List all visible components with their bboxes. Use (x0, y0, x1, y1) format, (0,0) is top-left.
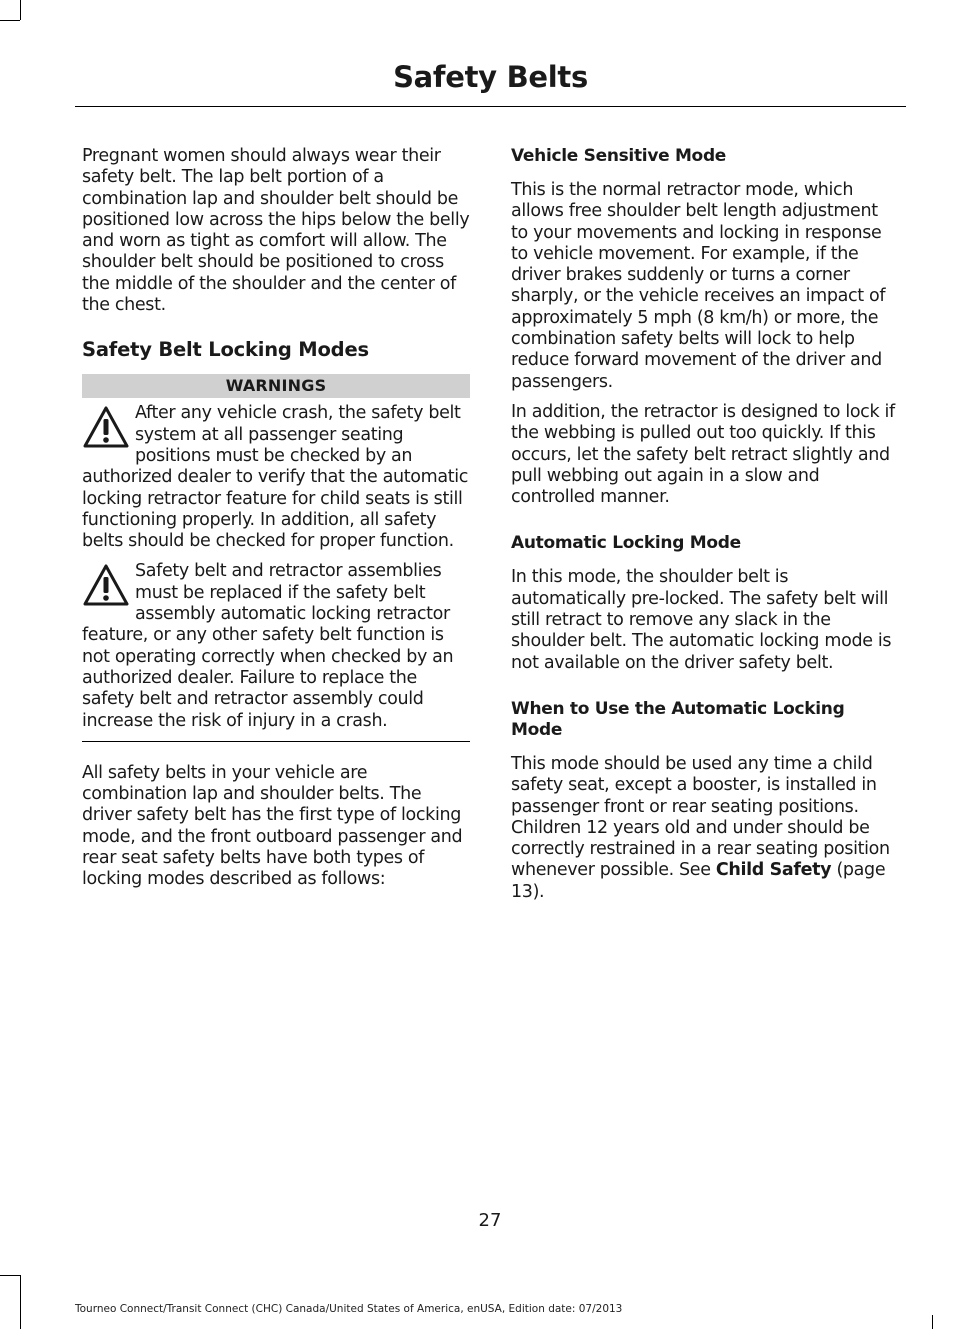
right-column (511, 146, 899, 903)
page-number: 27 (478, 1210, 502, 1231)
vehicle-sensitive-paragraph: This is the normal retractor mode, which allows free shoulder belt length adjustment to your movements and locking in response to vehicle movement. For example, if the driver brakes suddenly or turns a corner sharply, or the vehicle receives an impact of approximately 5 mph (8 km/h) or more, the combination safety belts will lock to help reduce forward movement of the driver and passengers. (511, 180, 886, 392)
locking-modes-paragraph: All safety belts in your vehicle are combination lap and shoulder belts. The driver safety belt has the first type of locking mode, and the front outboard passenger and rear seat safety belts have both types of locking modes described as follows: (82, 762, 463, 890)
crop-mark (20, 1275, 21, 1329)
crop-mark (0, 1275, 20, 1276)
section-heading: Safety Belt Locking Modes (82, 338, 369, 362)
page-title: Safety Belts (393, 60, 588, 94)
subheading-automatic-locking-mode: Automatic Locking Mode (511, 533, 741, 554)
warning-triangle-icon (82, 563, 130, 607)
automatic-locking-paragraph: In this mode, the shoulder belt is automatically pre-locked. The safety belt will still retract to remove any slack in the shoulder belt. The automatic locking mode is not available on the driver safety belt. (511, 567, 892, 673)
warnings-header: WARNINGS (82, 374, 470, 398)
warning-text: Safety belt and retractor assemblies must be replaced if the safety belt assembly automatic locking retractor feature, or any other safety belt function is not operating correctly when checked by an authorized dealer. Failure to replace the safety belt and retractor assembly could increase the risk of injury in a crash. (82, 561, 454, 731)
warning-item (82, 403, 470, 552)
crop-mark (20, 0, 21, 20)
left-column (82, 146, 470, 891)
crop-mark (0, 20, 20, 21)
subheading-when-to-use: When to Use the Automatic Locking Mode (511, 698, 845, 740)
title-divider (75, 106, 906, 107)
child-safety-link[interactable]: Child Safety (715, 860, 832, 881)
subheading-vehicle-sensitive-mode: Vehicle Sensitive Mode (511, 146, 727, 166)
footer-edition: Tourneo Connect/Transit Connect (CHC) Canada/United States of America, enUSA, Edition date: 07/2013 (75, 1303, 623, 1315)
when-to-use-text: This mode should be used any time a child safety seat, except a booster, is installed in passenger front or rear seating positions. Children 12 years old and under should be correctly restrained in a rear seating position whenever possible. See (511, 753, 890, 881)
when-to-use-paragraph (511, 754, 899, 903)
retractor-paragraph: In addition, the retractor is designed to lock if the webbing is pulled out too quickly. If this occurs, let the safety belt retract slightly and pull webbing out again in a slow and controlled manner. (511, 401, 895, 508)
intro-paragraph: Pregnant women should always wear their safety belt. The lap belt portion of a combination lap and shoulder belt should be positioned low across the hips below the belly and worn as tight as comfort will allow. The shoulder belt should be positioned to cross the middle of the shoulder and the center of the chest. (82, 146, 470, 316)
warning-item (82, 561, 470, 731)
warning-triangle-icon (82, 405, 130, 449)
crop-mark (932, 1315, 933, 1329)
page-reference: (page 13). (511, 860, 886, 902)
warnings-divider (82, 741, 470, 742)
warning-text: After any vehicle crash, the safety belt system at all passenger seating positions must be checked by an authorized dealer to verify that the automatic locking retractor feature for child seats is still functioning properly. In addition, all safety belts should be checked for proper function. (82, 403, 469, 552)
